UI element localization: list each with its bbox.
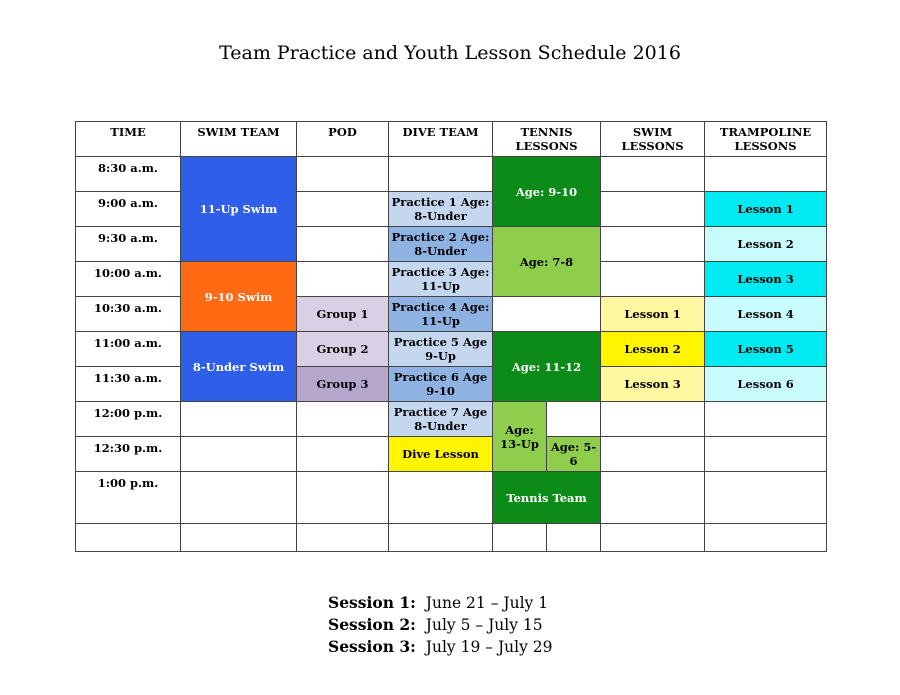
page-title: Team Practice and Youth Lesson Schedule 2016 [219, 42, 681, 64]
empty-cell [297, 157, 389, 192]
header-row [76, 122, 827, 157]
time-cell: 11:00 a.m. [76, 332, 181, 367]
empty-cell [705, 402, 827, 437]
time-cell: 9:30 a.m. [76, 227, 181, 262]
session-list [328, 592, 553, 658]
empty-cell [76, 524, 181, 552]
table-row [76, 524, 827, 552]
empty-cell [601, 227, 705, 262]
time-cell: 11:30 a.m. [76, 367, 181, 402]
trampoline-lesson-4: Lesson 4 [705, 297, 827, 332]
dive-practice-4: Practice 4 Age: 11-Up [389, 297, 493, 332]
swim-team-8-under: 8-Under Swim [181, 332, 297, 402]
empty-cell [547, 402, 601, 437]
empty-cell [181, 524, 297, 552]
table-row [76, 157, 827, 192]
empty-cell [389, 524, 493, 552]
header-pod: POD [297, 122, 389, 157]
tennis-team: Tennis Team [493, 472, 601, 524]
swim-lesson-1: Lesson 1 [601, 297, 705, 332]
header-trampoline-lessons: TRAMPOLINE LESSONS [705, 122, 827, 157]
empty-cell [493, 524, 547, 552]
tennis-age-11-12: Age: 11-12 [493, 332, 601, 402]
session-label: Session 3: [328, 637, 416, 656]
table-row [76, 402, 827, 437]
empty-cell [297, 402, 389, 437]
empty-cell [297, 437, 389, 472]
dive-practice-2: Practice 2 Age: 8-Under [389, 227, 493, 262]
table-row [76, 262, 827, 297]
dive-practice-5: Practice 5 Age 9-Up [389, 332, 493, 367]
pod-group-3: Group 3 [297, 367, 389, 402]
time-cell: 10:30 a.m. [76, 297, 181, 332]
empty-cell [389, 472, 493, 524]
trampoline-lesson-2: Lesson 2 [705, 227, 827, 262]
empty-cell [181, 437, 297, 472]
time-cell: 8:30 a.m. [76, 157, 181, 192]
session-label: Session 2: [328, 615, 416, 634]
swim-lesson-2: Lesson 2 [601, 332, 705, 367]
tennis-age-5-6: Age: 5-6 [547, 437, 601, 472]
tennis-age-7-8: Age: 7-8 [493, 227, 601, 297]
dive-lesson: Dive Lesson [389, 437, 493, 472]
empty-cell [601, 524, 705, 552]
dive-practice-1: Practice 1 Age: 8-Under [389, 192, 493, 227]
empty-cell [297, 192, 389, 227]
header-time: TIME [76, 122, 181, 157]
empty-cell [493, 297, 601, 332]
session-dates: July 19 – July 29 [425, 638, 553, 656]
session-dates: June 21 – July 1 [425, 594, 549, 612]
empty-cell [297, 227, 389, 262]
empty-cell [601, 157, 705, 192]
empty-cell [297, 262, 389, 297]
time-cell: 12:30 p.m. [76, 437, 181, 472]
empty-cell [601, 192, 705, 227]
swim-team-9-10: 9-10 Swim [181, 262, 297, 332]
header-swim-team: SWIM TEAM [181, 122, 297, 157]
swim-lesson-3: Lesson 3 [601, 367, 705, 402]
session-item [328, 636, 553, 658]
time-cell: 1:00 p.m. [76, 472, 181, 524]
table-row [76, 332, 827, 367]
session-label: Session 1: [328, 593, 416, 612]
schedule-table [75, 121, 827, 552]
dive-practice-3: Practice 3 Age: 11-Up [389, 262, 493, 297]
time-cell: 9:00 a.m. [76, 192, 181, 227]
tennis-age-9-10: Age: 9-10 [493, 157, 601, 227]
empty-cell [705, 524, 827, 552]
empty-cell [705, 157, 827, 192]
session-item [328, 592, 553, 614]
trampoline-lesson-6: Lesson 6 [705, 367, 827, 402]
empty-cell [601, 402, 705, 437]
empty-cell [705, 472, 827, 524]
swim-team-11up: 11-Up Swim [181, 157, 297, 262]
pod-group-2: Group 2 [297, 332, 389, 367]
empty-cell [601, 437, 705, 472]
dive-practice-6: Practice 6 Age 9-10 [389, 367, 493, 402]
session-item [328, 614, 553, 636]
empty-cell [389, 157, 493, 192]
table-row [76, 437, 827, 472]
time-cell: 10:00 a.m. [76, 262, 181, 297]
empty-cell [181, 472, 297, 524]
session-dates: July 5 – July 15 [425, 616, 543, 634]
header-tennis-lessons: TENNIS LESSONS [493, 122, 601, 157]
empty-cell [297, 472, 389, 524]
empty-cell [181, 402, 297, 437]
dive-practice-7: Practice 7 Age 8-Under [389, 402, 493, 437]
empty-cell [601, 472, 705, 524]
trampoline-lesson-3: Lesson 3 [705, 262, 827, 297]
trampoline-lesson-5: Lesson 5 [705, 332, 827, 367]
empty-cell [705, 437, 827, 472]
table-row [76, 472, 827, 524]
empty-cell [601, 262, 705, 297]
pod-group-1: Group 1 [297, 297, 389, 332]
header-swim-lessons: SWIM LESSONS [601, 122, 705, 157]
tennis-age-13-up: Age: 13-Up [493, 402, 547, 472]
empty-cell [547, 524, 601, 552]
time-cell: 12:00 p.m. [76, 402, 181, 437]
empty-cell [297, 524, 389, 552]
header-dive-team: DIVE TEAM [389, 122, 493, 157]
trampoline-lesson-1: Lesson 1 [705, 192, 827, 227]
